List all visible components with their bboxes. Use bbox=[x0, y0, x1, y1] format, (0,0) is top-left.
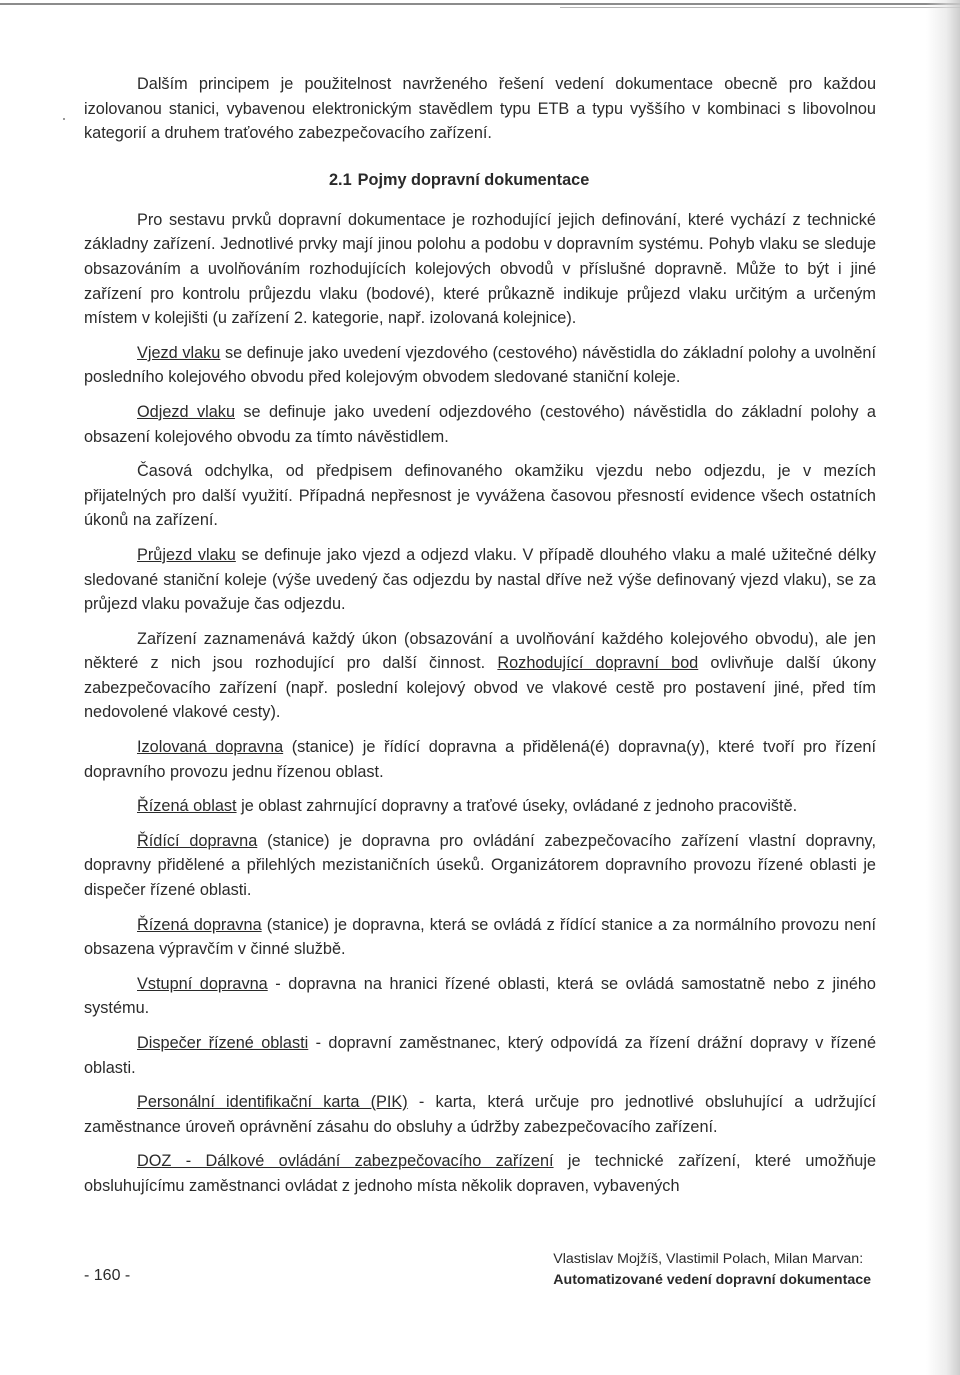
defined-term: Řídící dopravna bbox=[137, 831, 258, 850]
section-number: 2.1 bbox=[329, 170, 352, 189]
definition-text: Časová odchylka, od předpisem definovaného okamžiku vjezdu nebo odjezdu, je v mezích přijatelných pro další využití. Případná nepřesnost je vyvážena časovou přesností evidence všech ostatních úkonů na zařízení. bbox=[84, 462, 876, 530]
definition-text: je technické zařízení, které umožňuje obsluhujícímu zaměstnanci ovládat z jednoho místa několik dopraven, vybavených bbox=[84, 1152, 876, 1195]
definition-text: je oblast zahrnující dopravny a traťové úseky, ovládané z jednoho pracoviště. bbox=[236, 797, 798, 816]
defined-term: Dispečer řízené oblasti bbox=[137, 1034, 309, 1052]
intro-paragraph: Dalším principem je použitelnost navrženého řešení vedení dokumentace obecně pro každou izolovanou stanici, vybavenou elektronickým stavědlem typu ETB a typu vyššího v kombinaci s libovolnou kategorií a druhem traťového zabezpečovacího zařízení. bbox=[84, 75, 876, 143]
page-number: - 160 - bbox=[84, 1267, 131, 1284]
defined-term: Rozhodující dopravní bod bbox=[497, 654, 699, 673]
footer-book-title: Automatizované vedení dopravní dokumentace bbox=[553, 1272, 871, 1288]
definition-paragraph bbox=[84, 972, 876, 1021]
header-rule-secondary bbox=[560, 7, 960, 8]
definition-paragraph bbox=[84, 543, 876, 617]
definition-text: Zařízení zaznamenává každý úkon (obsazování a uvolňování každého kolejového obvodu), ale jen některé z nich jsou rozhodující pro další činnost. bbox=[84, 629, 876, 673]
definition-paragraph bbox=[84, 627, 876, 725]
defined-term: Řízená dopravna bbox=[137, 915, 262, 934]
body-paragraph bbox=[84, 459, 876, 533]
section-heading bbox=[329, 168, 876, 192]
definition-text: se definuje jako vjezd a odjezd vlaku. V případě dlouhého vlaku a malé užitečné délky sledované staniční koleje (výše uvedený čas odjezdu by nastal dříve než výše definovaný vjezd vlaku), se za průjezd vlaku považuje čas odjezdu. bbox=[84, 545, 876, 614]
definition-text: (stanice) je dopravna pro ovládání zabezpečovacího zařízení vlastní dopravny, dopravny přidělené a přilehlých mezistaničních úseků. Organizátorem dopravního provozu řízené oblasti je dispečer řízené oblasti. bbox=[84, 831, 876, 900]
definition-paragraph bbox=[84, 829, 876, 903]
defined-term: DOZ - Dálkové ovládání zabezpečovacího zařízení bbox=[137, 1152, 554, 1171]
header-rule bbox=[0, 3, 960, 5]
definition-text: se definuje jako uvedení vjezdového (cestového) návěstidla do základní polohy a uvolnění posledního kolejového obvodu před kolejovým obvodem sledované staniční koleje. bbox=[84, 343, 876, 387]
footer-credit bbox=[553, 1249, 871, 1291]
page-body bbox=[84, 72, 876, 1199]
definition-text: (stanice) je dopravna, která se ovládá z řídící stanice a za normálního provozu není obsazena výpravčím v činné službě. bbox=[84, 915, 876, 959]
definition-paragraph bbox=[84, 913, 876, 962]
defined-term: Vstupní dopravna bbox=[137, 974, 268, 993]
defined-term: Řízená oblast bbox=[137, 797, 237, 816]
footer-authors: Vlastislav Mojžíš, Vlastimil Polach, Milan Marvan: bbox=[553, 1251, 864, 1267]
definition-text: - dopravní zaměstnanec, který odpovídá za řízení drážní dopravy v řízené oblasti. bbox=[84, 1034, 877, 1077]
definition-paragraph bbox=[84, 1031, 876, 1080]
scan-edge-shadow bbox=[926, 0, 960, 1375]
section-intro-paragraph: Pro sestavu prvků dopravní dokumentace je rozhodující jejich definování, které vychází z technické základny zařízení. Jednotlivé prvky mají jinou polohu a podobu v dopravním systému. Pohyb vlaku se sleduje obsazováním a uvolňováním rozhodujících kolejových obvodů v příslušné dopravně. Může to být i jiné zařízení pro kontrolu průjezdu vlaku (bodové), které průkazně indikuje průjezd vlaku určitým a určeným místem v kolejišti (u zařízení 2. kategorie, např. izolovaná kolejnice). bbox=[84, 210, 876, 328]
definition-text: - dopravna na hranici řízené oblasti, která se ovládá samostatně nebo z jiného systému. bbox=[84, 974, 876, 1018]
defined-term: Personální identifikační karta (PIK) bbox=[137, 1093, 408, 1112]
definition-text: - karta, která určuje pro jednotlivé obsluhující a udržující zaměstnance úroveň oprávnění zásahu do obsluhy a údržby zabezpečovacího zařízení. bbox=[84, 1093, 876, 1136]
definition-paragraph bbox=[84, 400, 876, 449]
definition-text: (stanice) je řídící dopravna a přidělená(é) dopravna(y), které tvoří pro řízení dopravního provozu jednu řízenou oblast. bbox=[84, 738, 876, 781]
definition-paragraph bbox=[84, 1090, 876, 1139]
defined-term: Vjezd vlaku bbox=[137, 343, 221, 362]
defined-term: Odjezd vlaku bbox=[137, 402, 235, 421]
definition-paragraph bbox=[84, 794, 876, 819]
definition-text: ovlivňuje další úkony zabezpečovacího zařízení (např. poslední kolejový obvod ve vlakové cestě pro postavení jiné, před tím nedovolené vlakové cesty). bbox=[84, 654, 876, 722]
scan-speck bbox=[63, 118, 65, 120]
defined-term: Průjezd vlaku bbox=[137, 545, 236, 564]
section-title: Pojmy dopravní dokumentace bbox=[357, 170, 590, 189]
defined-term: Izolovaná dopravna bbox=[137, 738, 284, 757]
definition-text: se definuje jako uvedení odjezdového (cestového) návěstidla do základní polohy a obsazení kolejového obvodu za tímto návěstidlem. bbox=[84, 402, 876, 446]
definition-paragraph bbox=[84, 1149, 876, 1198]
definition-paragraph bbox=[84, 341, 876, 390]
definition-paragraph bbox=[84, 735, 876, 784]
